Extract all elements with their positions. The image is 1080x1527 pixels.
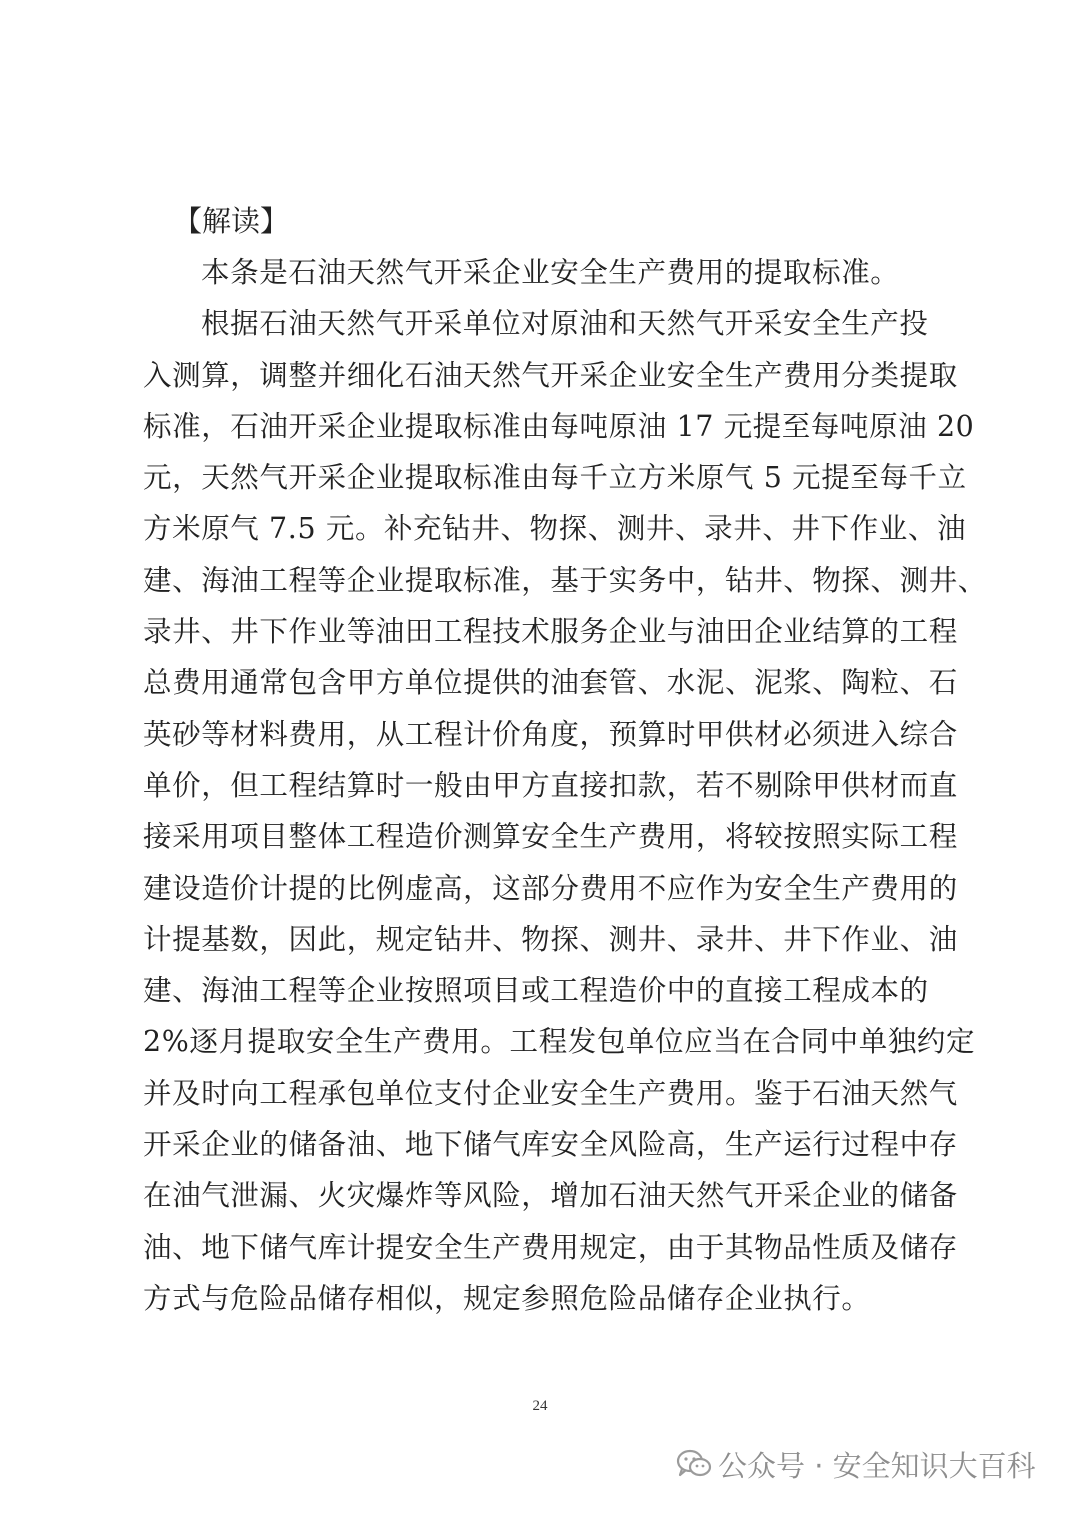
text-line: 建、海油工程等企业按照项目或工程造价中的直接工程成本的 [143,974,929,1008]
text-line: 计提基数，因此，规定钻井、物探、测井、录井、井下作业、油 [143,922,958,956]
text-line: 建、海油工程等企业提取标准，基于实务中，钻井、物探、测井、 [143,563,987,597]
wechat-icon [676,1449,712,1479]
text-line: 单价，但工程结算时一般由甲方直接扣款，若不剔除甲供材而直 [143,768,958,802]
text-line: 接采用项目整体工程造价测算安全生产费用，将较按照实际工程 [143,820,958,854]
text-line: 并及时向工程承包单位支付企业安全生产费用。鉴于石油天然气 [143,1076,958,1110]
watermark [676,1442,1036,1486]
text-line: 根据石油天然气开采单位对原油和天然气开采安全生产投 [201,307,929,341]
text-line: 在油气泄漏、火灾爆炸等风险，增加石油天然气开采企业的储备 [143,1179,958,1213]
page-number: 24 [532,1398,548,1414]
text-line: 英砂等材料费用，从工程计价角度，预算时甲供材必须进入综合 [143,717,958,751]
text-line: 建设造价计提的比例虚高，这部分费用不应作为安全生产费用的 [143,871,958,905]
text-line: 油、地下储气库计提安全生产费用规定，由于其物品性质及储存 [143,1230,958,1264]
text-line: 2%逐月提取安全生产费用。工程发包单位应当在合同中单独约定 [143,1025,976,1059]
text-line: 元，天然气开采企业提取标准由每千立方米原气 5 元提至每千立 [143,461,967,495]
text-line: 本条是石油天然气开采企业安全生产费用的提取标准。 [201,256,900,289]
section-heading: 【解读】 [173,204,290,238]
watermark-text: 公众号 · 安全知识大百科 [718,1448,1036,1483]
paragraph-lines [143,247,987,1324]
text-line: 方米原气 7.5 元。补充钻井、物探、测井、录井、井下作业、油 [143,512,967,546]
text-line: 入测算，调整并细化石油天然气开采企业安全生产费用分类提取 [143,358,958,392]
text-line: 录井、井下作业等油田工程技术服务企业与油田企业结算的工程 [143,615,958,649]
document-body [143,196,987,1324]
text-line: 标准，石油开采企业提取标准由每吨原油 17 元提至每吨原油 20 [143,409,975,443]
text-line: 开采企业的储备油、地下储气库安全风险高，生产运行过程中存 [143,1128,958,1162]
text-line: 方式与危险品储存相似，规定参照危险品储存企业执行。 [143,1281,871,1315]
text-line: 总费用通常包含甲方单位提供的油套管、水泥、泥浆、陶粒、石 [143,666,958,700]
